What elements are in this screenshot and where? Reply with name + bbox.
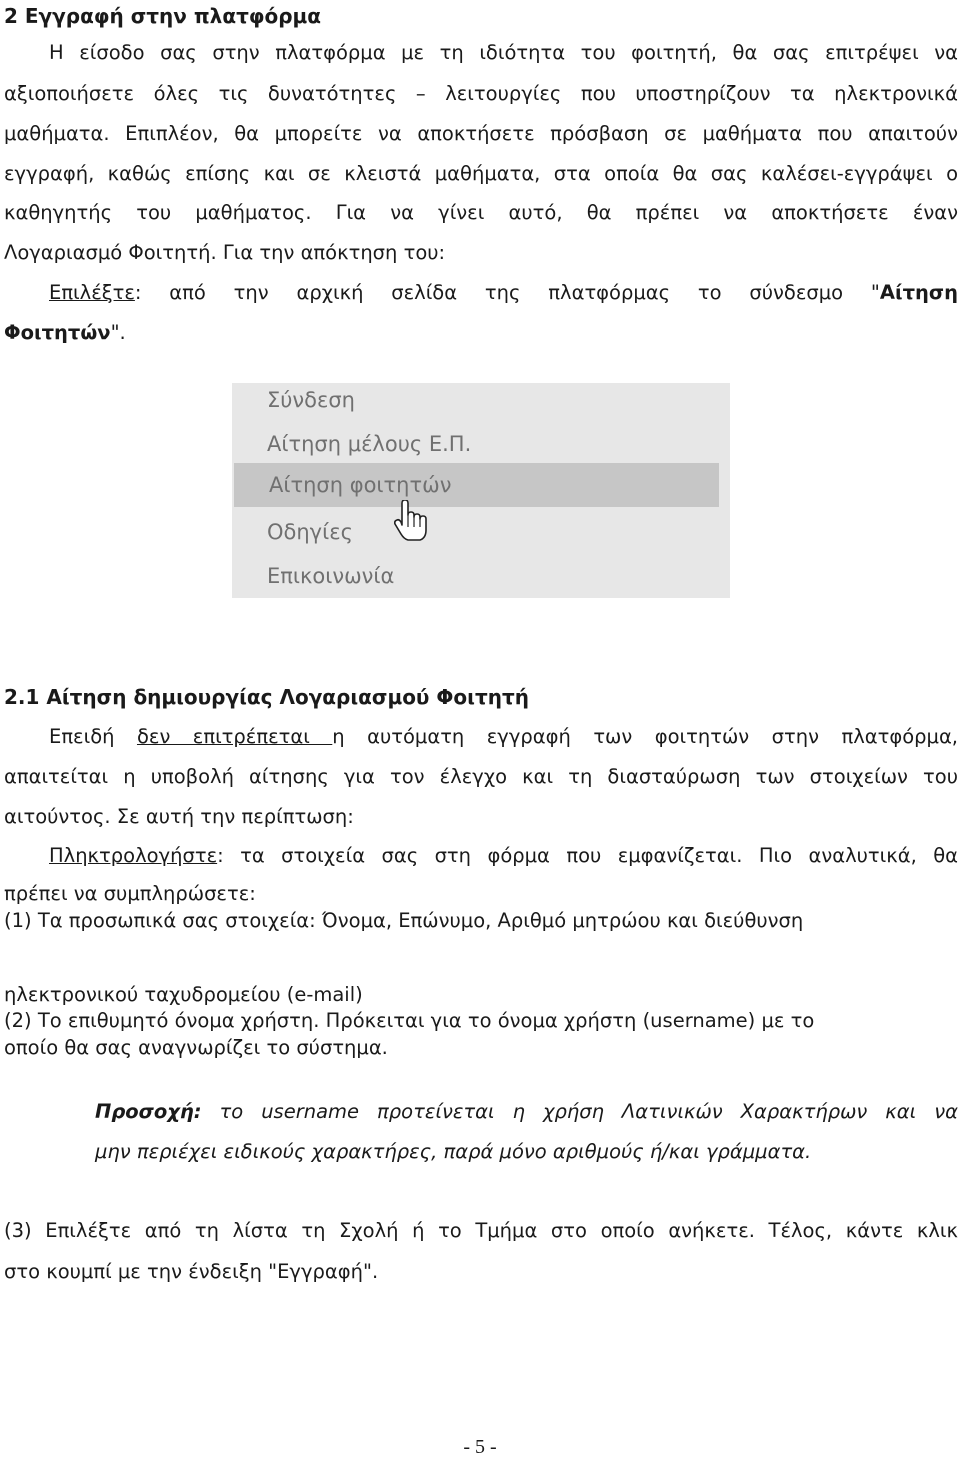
text-fragment: η αυτόματη εγγραφή των φοιτητών στην πλατφόρμα, (332, 725, 959, 748)
type-label: Πληκτρολογήστε (49, 844, 218, 867)
list-item: (1) Τα προσωπικά σας στοιχεία: Όνομα, Επώνυμο, Αριθμό μητρώου και διεύθυνση (4, 909, 804, 932)
paragraph-line: Η είσοδο σας στην πλατφόρμα με τη ιδιότητα του φοιτητή, θα σας επιτρέψει να (49, 41, 958, 64)
menu-item-contact[interactable]: Επικοινωνία (267, 564, 395, 588)
step-label: Επιλέξτε (49, 281, 135, 304)
note-label: Προσοχή: (95, 1100, 202, 1123)
menu-screenshot (232, 383, 730, 598)
note-line (95, 1100, 958, 1123)
page-number: - 5 - (463, 1436, 497, 1458)
step-text: : από την αρχική σελίδα της πλατφόρμας το σύνδεσμο " (134, 281, 880, 304)
section-heading: 2.1 Αίτηση δημιουργίας Λογαριασμού Φοιτητή (4, 685, 529, 709)
note-line: μην περιέχει ειδικούς χαρακτήρες, παρά μόνο αριθμούς ή/και γράμματα. (95, 1140, 812, 1163)
list-item: (2) Το επιθυμητό όνομα χρήστη. Πρόκειται για το όνομα χρήστη (username) με το (4, 1009, 815, 1032)
paragraph-line: μαθήματα. Επιπλέον, θα μπορείτε να αποκτήσετε πρόσβαση σε μαθήματα που απαιτούν (4, 122, 958, 145)
note-text: το username προτείνεται η χρήση Λατινικών Χαρακτήρων και να (201, 1100, 958, 1123)
paragraph-line: απαιτείται η υποβολή αίτησης για τον έλεγχο και τη διασταύρωση των στοιχείων του (4, 765, 958, 788)
step-link: Αίτηση (879, 281, 958, 304)
instruction-line (49, 281, 958, 304)
text-fragment: Επειδή (49, 725, 137, 748)
paragraph-line (49, 725, 958, 748)
type-text: : τα στοιχεία σας στη φόρμα που εμφανίζεται. Πιο αναλυτικά, θα (217, 844, 958, 867)
paragraph-line: καθηγητής του μαθήματος. Για να γίνει αυτό, θα πρέπει να αποκτήσετε έναν (4, 201, 958, 224)
list-item-cont: στο κουμπί με την ένδειξη "Εγγραφή". (4, 1260, 379, 1283)
step-link-cont: Φοιτητών (4, 321, 111, 344)
paragraph-line: πρέπει να συμπληρώσετε: (4, 882, 256, 905)
instruction-line (49, 844, 958, 867)
menu-item-staff-request[interactable]: Αίτηση μέλους Ε.Π. (267, 432, 472, 456)
section-heading: 2 Εγγραφή στην πλατφόρμα (4, 4, 321, 28)
list-item-cont: ηλεκτρονικού ταχυδρομείου (e-mail) (4, 983, 363, 1006)
step-end: ". (110, 321, 126, 344)
underlined-phrase: δεν επιτρέπεται (136, 725, 333, 748)
menu-item-login[interactable]: Σύνδεση (267, 388, 355, 412)
list-item: (3) Επιλέξτε από τη λίστα τη Σχολή ή το Τμήμα στο οποίο ανήκετε. Τέλος, κάντε κλικ (4, 1219, 958, 1242)
paragraph-line: αιτούντος. Σε αυτή την περίπτωση: (4, 805, 354, 828)
list-item-cont: οποίο θα σας αναγνωρίζει το σύστημα. (4, 1036, 388, 1059)
menu-item-instructions[interactable]: Οδηγίες (267, 520, 353, 544)
paragraph-line: αξιοποιήσετε όλες τις δυνατότητες – λειτουργίες που υποστηρίζουν τα ηλεκτρονικά (4, 82, 958, 105)
hand-pointer-icon (394, 500, 428, 547)
paragraph-line: Λογαριασμό Φοιτητή. Για την απόκτηση του: (4, 241, 446, 264)
menu-item-student-request[interactable]: Αίτηση φοιτητών (234, 463, 719, 507)
paragraph-line: εγγραφή, καθώς επίσης και σε κλειστά μαθήματα, στα οποία θα σας καλέσει-εγγράψει ο (4, 162, 958, 185)
instruction-line (4, 321, 126, 344)
